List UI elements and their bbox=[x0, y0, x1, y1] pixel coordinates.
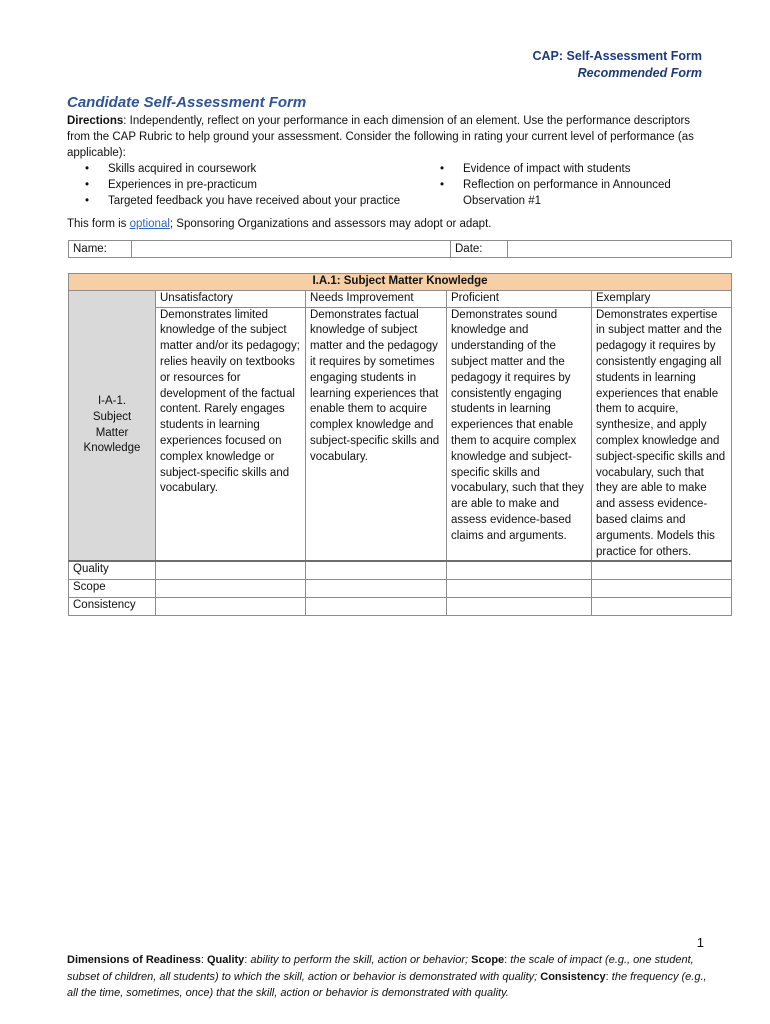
list-item: • Skills acquired in coursework bbox=[85, 163, 257, 175]
dimension-scope: Scope bbox=[69, 580, 156, 598]
table-row bbox=[69, 561, 732, 580]
descriptor-unsatisfactory: Demonstrates limited knowledge of the subject matter and/or its pedagogy; relies heavily on textbooks or resources for development of the factual content. Rarely engages students in learning experiences focused on complex knowledge or subject-specific skills and vocabulary. bbox=[156, 307, 306, 561]
name-label: Name: bbox=[69, 241, 132, 258]
rating-cell[interactable] bbox=[156, 598, 306, 616]
form-header bbox=[533, 48, 703, 82]
descriptor-proficient: Demonstrates sound knowledge and understanding of the subject matter and the pedagogy it requires by consistently engaging students in learning experiences that enable them to acquire complex knowledge and subject-specific skills and vocabulary, such that they are able to make and assess evidence-based claims and arguments. bbox=[447, 307, 592, 561]
element-title: I.A.1: Subject Matter Knowledge bbox=[69, 274, 732, 291]
page-title: Candidate Self-Assessment Form bbox=[67, 94, 307, 111]
rating-cell[interactable] bbox=[306, 598, 447, 616]
header-subtitle: Recommended Form bbox=[577, 66, 702, 80]
dimension-consistency: Consistency bbox=[69, 598, 156, 616]
list-item: • Targeted feedback you have received about your practice bbox=[85, 195, 401, 207]
bullets-left bbox=[85, 161, 400, 209]
optional-link[interactable]: optional bbox=[129, 218, 170, 230]
level-exemplary: Exemplary bbox=[592, 290, 732, 307]
rating-cell[interactable] bbox=[592, 561, 732, 580]
rating-cell[interactable] bbox=[447, 561, 592, 580]
footer-note: Dimensions of Readiness: Quality: ability to perform the skill, action or behavior; Scope: the scale of impact (e.g., one student, subset of children, all students) to which the skill, action or behavior is demonstrated with quality; Consistency: the frequency (e.g., all the time, sometimes, once) that the skill, action or behavior is demonstrated with quality. bbox=[67, 954, 707, 999]
page-number: 1 bbox=[696, 935, 704, 950]
bullets-right bbox=[440, 161, 700, 209]
list-item: • Reflection on performance in Announced Observation #1 bbox=[440, 179, 671, 207]
table-row bbox=[69, 598, 732, 616]
directions-text: : Independently, reflect on your performance in each dimension of an element. Use the performance descriptors from the CAP Rubric to help ground your assessment. Consider the following in rating your current level of performance (as applicable): bbox=[67, 115, 694, 159]
level-unsatisfactory: Unsatisfactory bbox=[156, 290, 306, 307]
date-label: Date: bbox=[451, 241, 508, 258]
optional-note: This form is optional; Sponsoring Organizations and assessors may adopt or adapt. bbox=[67, 218, 492, 230]
name-field[interactable] bbox=[132, 241, 451, 258]
dimension-quality: Quality bbox=[69, 561, 156, 580]
date-field[interactable] bbox=[508, 241, 732, 258]
list-item: • Experiences in pre-practicum bbox=[85, 179, 257, 191]
list-item: • Evidence of impact with students bbox=[440, 163, 631, 175]
rating-cell[interactable] bbox=[592, 598, 732, 616]
rating-cell[interactable] bbox=[306, 580, 447, 598]
rating-cell[interactable] bbox=[447, 598, 592, 616]
descriptor-needs-improvement: Demonstrates factual knowledge of subject matter and the pedagogy it requires by sometimes engaging students in learning experiences that enable them to acquire complex knowledge and subject-specific skills and vocabulary. bbox=[306, 307, 447, 561]
table-row bbox=[69, 580, 732, 598]
rubric-table bbox=[68, 273, 732, 616]
rating-cell[interactable] bbox=[156, 561, 306, 580]
level-needs-improvement: Needs Improvement bbox=[306, 290, 447, 307]
descriptor-exemplary: Demonstrates expertise in subject matter and the pedagogy it requires by consistently engaging all students in learning experiences that enable them to acquire, synthesize, and apply complex knowledge and subject-specific skills and vocabulary, such that they are able to make and assess evidence-based claims and arguments. Models this practice for others. bbox=[592, 307, 732, 561]
rating-cell[interactable] bbox=[306, 561, 447, 580]
directions-label: Directions bbox=[67, 115, 124, 127]
header-title: CAP: Self-Assessment Form bbox=[532, 49, 702, 63]
rating-cell[interactable] bbox=[156, 580, 306, 598]
row-header: I-A-1. Subject Matter Knowledge bbox=[69, 290, 156, 561]
level-proficient: Proficient bbox=[447, 290, 592, 307]
directions bbox=[67, 113, 707, 161]
rating-cell[interactable] bbox=[592, 580, 732, 598]
rating-cell[interactable] bbox=[447, 580, 592, 598]
name-date-table bbox=[68, 240, 732, 258]
